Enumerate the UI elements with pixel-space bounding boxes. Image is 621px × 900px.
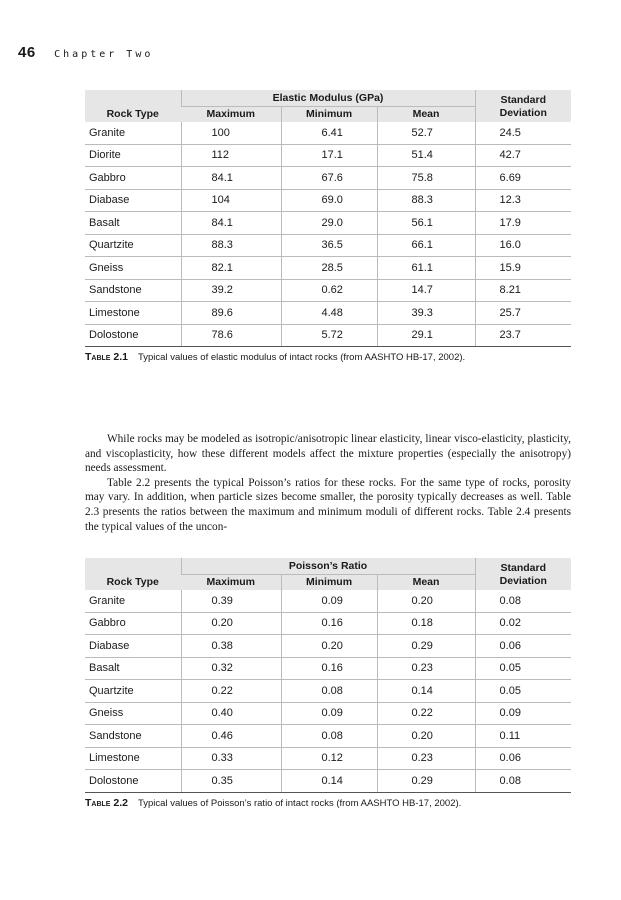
cell-value: 0.05 [475, 680, 571, 703]
table-row [85, 612, 571, 635]
cell-value: 29.0 [281, 212, 377, 235]
cell-value: 0.08 [475, 590, 571, 612]
cell-value: 82.1 [181, 257, 281, 280]
cell-value: 66.1 [377, 234, 475, 257]
cell-value: 0.22 [181, 680, 281, 703]
header-rock-type: Rock Type [85, 558, 181, 590]
cell-value: 14.7 [377, 279, 475, 302]
cell-rock-type: Dolostone [85, 770, 181, 793]
cell-value: 0.06 [475, 747, 571, 770]
table-row [85, 747, 571, 770]
cell-rock-type: Quartzite [85, 234, 181, 257]
cell-value: 0.46 [181, 725, 281, 748]
table-row [85, 257, 571, 280]
cell-value: 0.40 [181, 702, 281, 725]
table-row [85, 189, 571, 212]
cell-value: 0.39 [181, 590, 281, 612]
chapter-title: Chapter Two [54, 49, 154, 60]
cell-value: 0.09 [281, 590, 377, 612]
cell-value: 0.08 [475, 770, 571, 793]
cell-value: 89.6 [181, 302, 281, 325]
cell-value: 0.62 [281, 279, 377, 302]
cell-value: 61.1 [377, 257, 475, 280]
cell-value: 39.3 [377, 302, 475, 325]
cell-value: 12.3 [475, 189, 571, 212]
cell-value: 0.29 [377, 635, 475, 658]
cell-value: 112 [181, 144, 281, 167]
cell-value: 84.1 [181, 212, 281, 235]
header-std-dev: Standard Deviation [475, 558, 571, 590]
cell-rock-type: Limestone [85, 747, 181, 770]
cell-value: 16.0 [475, 234, 571, 257]
table-row [85, 167, 571, 190]
cell-value: 17.9 [475, 212, 571, 235]
cell-rock-type: Granite [85, 122, 181, 144]
cell-rock-type: Diabase [85, 635, 181, 658]
cell-rock-type: Sandstone [85, 279, 181, 302]
cell-value: 0.11 [475, 725, 571, 748]
cell-value: 100 [181, 122, 281, 144]
cell-value: 0.35 [181, 770, 281, 793]
table-caption [85, 351, 571, 363]
cell-value: 28.5 [281, 257, 377, 280]
cell-rock-type: Gneiss [85, 702, 181, 725]
header-std-dev: Standard Deviation [475, 90, 571, 122]
cell-value: 0.20 [377, 725, 475, 748]
table-row [85, 702, 571, 725]
table-row [85, 279, 571, 302]
cell-rock-type: Basalt [85, 657, 181, 680]
cell-value: 104 [181, 189, 281, 212]
table-body [85, 122, 571, 347]
caption-label: Table 2.1 [85, 351, 128, 363]
cell-value: 75.8 [377, 167, 475, 190]
table-poisson-ratio [85, 558, 571, 809]
header-minimum: Minimum [281, 106, 377, 122]
cell-value: 0.14 [377, 680, 475, 703]
cell-value: 29.1 [377, 324, 475, 347]
cell-value: 15.9 [475, 257, 571, 280]
header-rock-type: Rock Type [85, 90, 181, 122]
cell-value: 56.1 [377, 212, 475, 235]
page-header [18, 44, 153, 62]
table-row [85, 725, 571, 748]
cell-rock-type: Diorite [85, 144, 181, 167]
cell-value: 88.3 [377, 189, 475, 212]
table-row [85, 770, 571, 793]
cell-rock-type: Basalt [85, 212, 181, 235]
cell-value: 17.1 [281, 144, 377, 167]
cell-value: 0.02 [475, 612, 571, 635]
cell-value: 24.5 [475, 122, 571, 144]
cell-value: 52.7 [377, 122, 475, 144]
cell-value: 0.08 [281, 725, 377, 748]
table-row [85, 590, 571, 612]
body-paragraph [85, 432, 571, 534]
cell-value: 0.20 [377, 590, 475, 612]
cell-value: 0.32 [181, 657, 281, 680]
cell-value: 5.72 [281, 324, 377, 347]
cell-value: 4.48 [281, 302, 377, 325]
cell-value: 0.08 [281, 680, 377, 703]
cell-value: 0.22 [377, 702, 475, 725]
cell-value: 0.29 [377, 770, 475, 793]
cell-value: 0.20 [281, 635, 377, 658]
cell-rock-type: Gneiss [85, 257, 181, 280]
table-elastic-modulus [85, 90, 571, 363]
cell-value: 51.4 [377, 144, 475, 167]
table-caption [85, 797, 571, 809]
header-maximum: Maximum [181, 574, 281, 590]
header-mean: Mean [377, 574, 475, 590]
cell-value: 6.41 [281, 122, 377, 144]
cell-value: 25.7 [475, 302, 571, 325]
header-minimum: Minimum [281, 574, 377, 590]
cell-rock-type: Sandstone [85, 725, 181, 748]
cell-value: 0.09 [475, 702, 571, 725]
header-mean: Mean [377, 106, 475, 122]
cell-value: 0.09 [281, 702, 377, 725]
cell-value: 84.1 [181, 167, 281, 190]
header-group: Poisson’s Ratio [181, 558, 475, 574]
header-group: Elastic Modulus (GPa) [181, 90, 475, 106]
cell-value: 0.23 [377, 657, 475, 680]
cell-value: 0.12 [281, 747, 377, 770]
cell-rock-type: Dolostone [85, 324, 181, 347]
cell-value: 42.7 [475, 144, 571, 167]
cell-rock-type: Limestone [85, 302, 181, 325]
cell-value: 78.6 [181, 324, 281, 347]
cell-value: 0.14 [281, 770, 377, 793]
cell-rock-type: Gabbro [85, 612, 181, 635]
cell-value: 23.7 [475, 324, 571, 347]
cell-value: 0.33 [181, 747, 281, 770]
cell-value: 39.2 [181, 279, 281, 302]
cell-value: 0.38 [181, 635, 281, 658]
cell-rock-type: Granite [85, 590, 181, 612]
table-row [85, 302, 571, 325]
cell-value: 0.23 [377, 747, 475, 770]
cell-rock-type: Gabbro [85, 167, 181, 190]
cell-value: 0.16 [281, 612, 377, 635]
cell-value: 69.0 [281, 189, 377, 212]
table-row [85, 144, 571, 167]
header-maximum: Maximum [181, 106, 281, 122]
table-row [85, 324, 571, 347]
caption-label: Table 2.2 [85, 796, 128, 809]
table-row [85, 122, 571, 144]
caption-text: Typical values of elastic modulus of intact rocks (from AASHTO HB-17, 2002). [137, 352, 466, 363]
cell-value: 88.3 [181, 234, 281, 257]
page-number: 46 [18, 44, 36, 61]
cell-rock-type: Quartzite [85, 680, 181, 703]
cell-rock-type: Diabase [85, 189, 181, 212]
cell-value: 0.18 [377, 612, 475, 635]
paragraph-2: Table 2.2 presents the typical Poisson’s ratios for these rocks. For the same type of rocks, porosity may vary. In addition, when particle sizes become smaller, the porosity typically decreases as well. Table 2.3 presents the ratios between the maximum and minimum moduli of different rocks. Table 2.4 presents the typical values of the uncon- [85, 476, 571, 533]
cell-value: 67.6 [281, 167, 377, 190]
cell-value: 8.21 [475, 279, 571, 302]
cell-value: 0.16 [281, 657, 377, 680]
caption-text: Typical values of Poisson’s ratio of intact rocks (from AASHTO HB-17, 2002). [137, 797, 462, 809]
table-row [85, 212, 571, 235]
cell-value: 6.69 [475, 167, 571, 190]
cell-value: 0.20 [181, 612, 281, 635]
table-body [85, 590, 571, 792]
table-row [85, 680, 571, 703]
cell-value: 36.5 [281, 234, 377, 257]
table-row [85, 234, 571, 257]
table-row [85, 635, 571, 658]
cell-value: 0.06 [475, 635, 571, 658]
table-row [85, 657, 571, 680]
cell-value: 0.05 [475, 657, 571, 680]
paragraph-1: While rocks may be modeled as isotropic/anisotropic linear elasticity, linear visco-elasticity, plasticity, and viscoplasticity, how these different models affect the mixture properties (especially the anisotropy) needs assessment. [85, 433, 571, 475]
